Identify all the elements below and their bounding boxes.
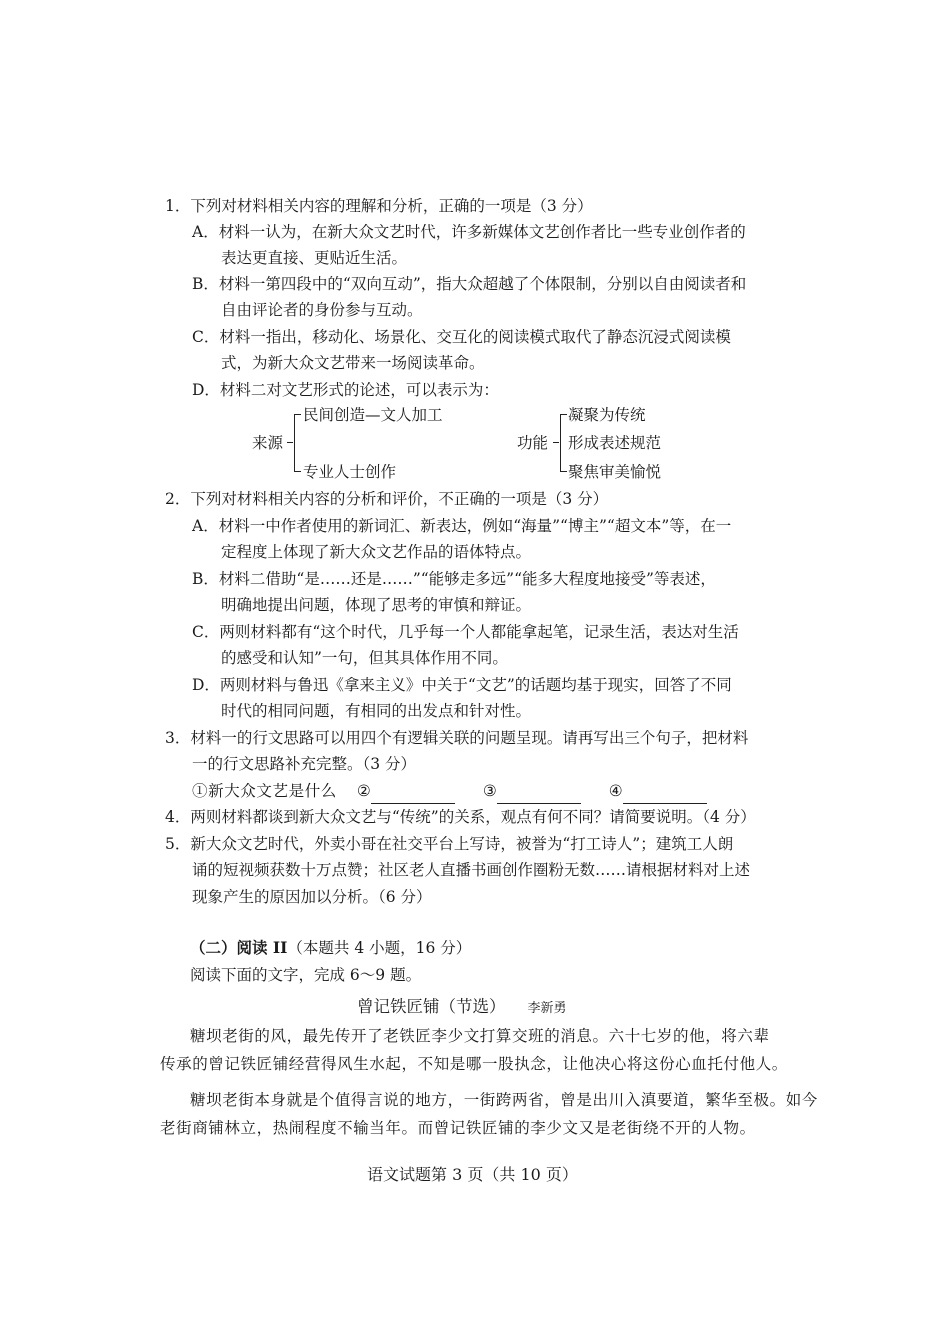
passage-p2-line2: 老街商铺林立，热闹程度不输当年。而曾记铁匠铺的李少文又是老街绕不开的人物。	[160, 1119, 756, 1137]
section2-heading-note: （本题共 4 小题，16 分）	[287, 939, 472, 957]
source-brace-tick	[287, 442, 293, 443]
q3-item-4-label: ④	[608, 782, 623, 800]
function-brace	[560, 414, 567, 472]
q2-option-b-line1: B．材料二借助“是……还是……”“能够走多远”“能多大程度地接受”等表述，	[192, 570, 716, 588]
q1-option-a-line2: 表达更直接、更贴近生活。	[221, 249, 408, 267]
section2-heading: （二）阅读 II	[190, 938, 288, 957]
diagram-function-item: 凝聚为传统	[568, 406, 646, 424]
q2-stem: 2．下列对材料相关内容的分析和评价，不正确的一项是（3 分）	[165, 490, 609, 508]
q1-option-b-line2: 自由评论者的身份参与互动。	[221, 301, 423, 319]
passage-title-row	[357, 994, 567, 1022]
q3-item-2-label: ②	[356, 782, 371, 800]
q4-stem: 4．两则材料都谈到新大众文艺与“传统”的关系，观点有何不同？请简要说明。（4 分）	[165, 808, 756, 826]
q1-option-a-line1: A．材料一认为，在新大众文艺时代，许多新媒体文艺创作者比一些专业创作者的	[192, 223, 746, 241]
q3-blank-4[interactable]	[623, 786, 707, 804]
q3-item-3-label: ③	[482, 782, 497, 800]
q3-stem-line1: 3．材料一的行文思路可以用四个有逻辑关联的问题呈现。请再写出三个句子，把材料	[165, 729, 749, 747]
q5-line2: 诵的短视频获数十万点赞；社区老人直播书画创作圈粉无数……请根据材料对上述	[192, 861, 751, 879]
diagram-source-top: 民间创造—文人加工	[303, 406, 443, 424]
q2-option-d-line1: D．两则材料与鲁迅《拿来主义》中关于“文艺”的话题均基于现实，回答了不同	[192, 676, 732, 694]
diagram-source-bottom: 专业人士创作	[303, 463, 397, 481]
passage-author: 李新勇	[527, 1001, 567, 1016]
diagram-function-item: 聚焦审美愉悦	[568, 463, 662, 481]
passage-title: 曾记铁匠铺（节选）	[357, 997, 506, 1016]
diagram-function-label: 功能	[517, 434, 549, 452]
q1-option-c-line2: 式，为新大众文艺带来一场阅读革命。	[221, 354, 485, 372]
q3-blank-3[interactable]	[497, 786, 581, 804]
q2-option-c-line1: C．两则材料都有“这个时代，几乎每一个人都能拿起笔，记录生活，表达对生活	[192, 623, 739, 641]
q2-option-d-line2: 时代的相同问题，有相同的出发点和针对性。	[221, 702, 532, 720]
source-brace	[294, 414, 301, 472]
section2-instruction: 阅读下面的文字，完成 6～9 题。	[190, 966, 422, 984]
q1-option-d-line1: D．材料二对文艺形式的论述，可以表示为：	[192, 381, 499, 399]
q2-option-c-line2: 的感受和认知”一句，但其具体作用不同。	[221, 649, 508, 667]
diagram-source-label: 来源	[252, 434, 284, 452]
q1-option-b-line1: B．材料一第四段中的“双向互动”，指大众超越了个体限制，分别以自由阅读者和	[192, 275, 747, 293]
q1-option-c-line1: C．材料一指出，移动化、场景化、交互化的阅读模式取代了静态沉浸式阅读模	[192, 328, 731, 346]
passage-p1-line1: 糖坝老街的风，最先传开了老铁匠李少文打算交班的消息。六十七岁的他，将六辈	[190, 1027, 770, 1045]
q2-option-b-line2: 明确地提出问题，体现了思考的审慎和辩证。	[221, 596, 532, 614]
passage-p2-line1: 糖坝老街本身就是个值得言说的地方，一街跨两省，曾是出川入滇要道，繁华至极。如今	[190, 1091, 818, 1109]
q2-option-a-line1: A．材料一中作者使用的新词汇、新表达，例如“海量”“博主”“超文本”等，在一	[192, 517, 732, 535]
q3-blank-2[interactable]	[371, 786, 455, 804]
q1-stem: 1．下列对材料相关内容的理解和分析，正确的一项是（3 分）	[165, 197, 593, 215]
q5-line1: 5．新大众文艺时代，外卖小哥在社交平台上写诗，被誉为“打工诗人”；建筑工人朗	[165, 835, 734, 853]
q3-stem-line2: 一的行文思路补充完整。（3 分）	[192, 755, 417, 773]
section2-heading-row	[190, 935, 471, 961]
passage-p1-line2: 传承的曾记铁匠铺经营得风生水起，不知是哪一股执念，让他决心将这份心血托付他人。	[160, 1055, 788, 1073]
q3-answer-row	[192, 778, 707, 804]
q5-line3: 现象产生的原因加以分析。（6 分）	[192, 888, 432, 906]
q2-option-a-line2: 定程度上体现了新大众文艺作品的语体特点。	[221, 543, 532, 561]
q3-item-1: ①新大众文艺是什么	[192, 782, 337, 800]
diagram-function-item: 形成表述规范	[568, 434, 662, 452]
function-brace-tick	[553, 442, 559, 443]
page-footer: 语文试题第 3 页（共 10 页）	[367, 1165, 578, 1184]
